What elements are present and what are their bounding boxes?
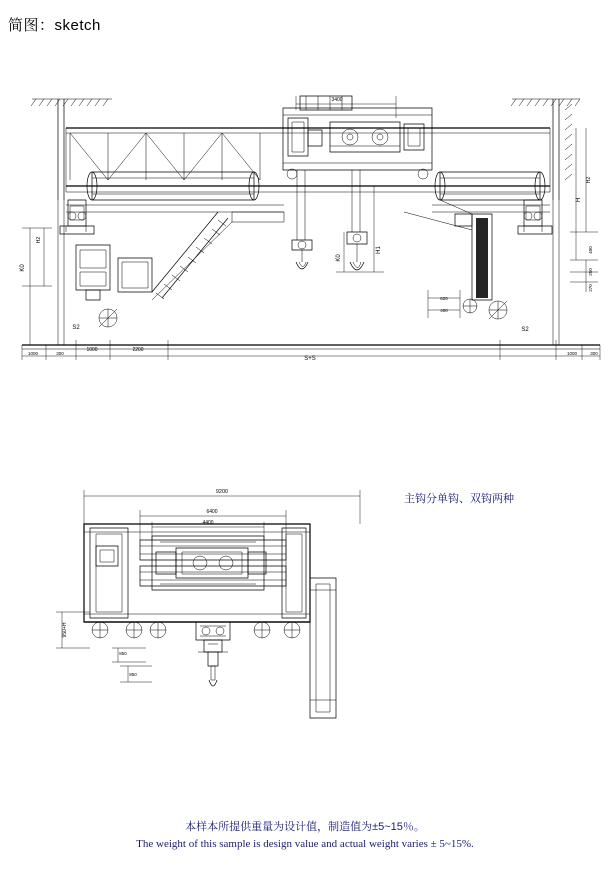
svg-text:H1: H1 <box>376 246 382 254</box>
svg-text:850: 850 <box>119 651 127 656</box>
right-wall-hatch <box>511 99 580 106</box>
svg-text:H2: H2 <box>586 176 592 184</box>
svg-text:K0: K0 <box>336 254 342 262</box>
elevation-right-dims <box>570 128 598 292</box>
svg-text:950+H: 950+H <box>62 622 68 638</box>
svg-text:S2: S2 <box>72 325 80 331</box>
svg-text:2200: 2200 <box>132 347 144 353</box>
stair-steps <box>156 220 226 299</box>
svg-text:400: 400 <box>440 308 448 313</box>
svg-text:250: 250 <box>588 268 593 276</box>
svg-text:300: 300 <box>590 351 598 356</box>
elevation-left-dims <box>22 228 52 345</box>
right-small-dims <box>428 290 460 318</box>
svg-text:1000: 1000 <box>566 351 578 356</box>
hook-variants-note: 主钩分单钩、双钩两种 <box>404 493 514 505</box>
svg-text:S+S: S+S <box>304 356 316 362</box>
svg-text:300: 300 <box>56 351 64 356</box>
svg-text:H: H <box>576 197 582 203</box>
svg-text:4400: 4400 <box>202 520 214 526</box>
elevation-view-group <box>20 96 600 362</box>
svg-text:1000: 1000 <box>86 347 98 353</box>
svg-text:620: 620 <box>440 296 448 301</box>
svg-text:9200: 9200 <box>215 489 229 495</box>
base-wheel-left <box>99 309 117 327</box>
elevation-top-dim <box>296 96 396 118</box>
svg-text:1000: 1000 <box>27 351 39 356</box>
svg-text:H2: H2 <box>36 236 42 244</box>
footnote-english: The weight of this sample is design value and actual weight varies ± 5~15%. <box>136 838 474 850</box>
plan-view-group <box>56 489 360 718</box>
wall-edge-hatch <box>565 104 572 180</box>
footnote-chinese: 本样本所提供重量为设计值，制造值为±5~15％。 <box>185 821 425 833</box>
svg-text:S2: S2 <box>521 327 529 333</box>
girder-truss-left <box>70 133 260 180</box>
base-wheel-mid <box>463 299 477 313</box>
svg-text:400: 400 <box>588 246 593 254</box>
page-title: 简图：sketch <box>8 17 101 34</box>
svg-text:270: 270 <box>588 284 593 292</box>
svg-text:K0: K0 <box>20 264 26 272</box>
base-wheel-right <box>489 301 507 319</box>
svg-text:6400: 6400 <box>206 509 218 515</box>
svg-text:850: 850 <box>129 672 137 677</box>
plan-top-dims <box>84 490 360 540</box>
svg-text:3400: 3400 <box>331 97 343 103</box>
left-wall-hatch <box>31 99 112 106</box>
